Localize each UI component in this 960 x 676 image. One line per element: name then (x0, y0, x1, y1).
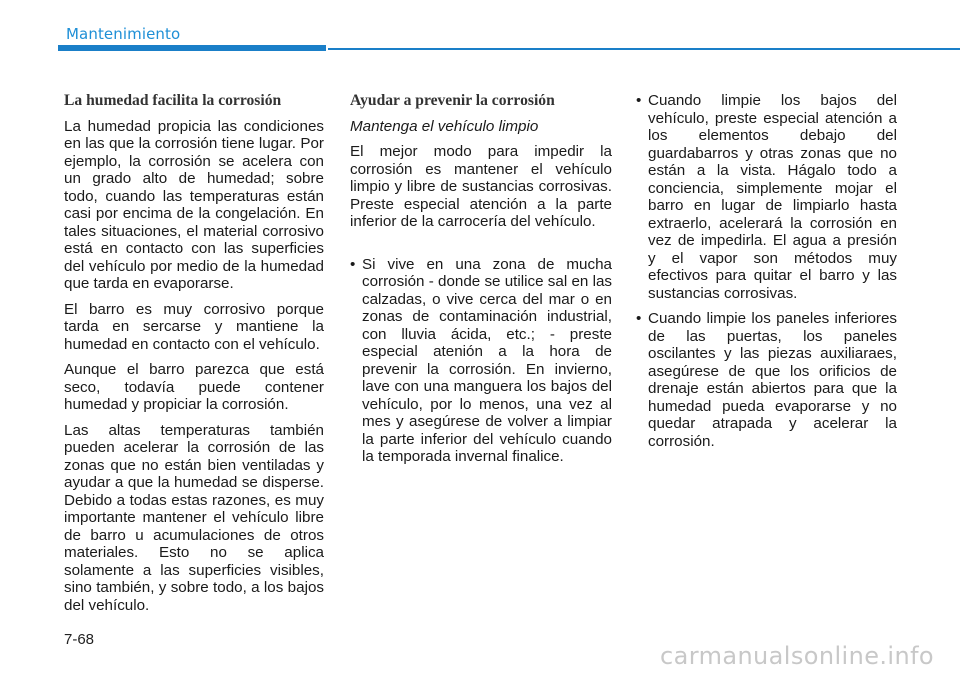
bullet-icon: • (350, 255, 356, 273)
bullet-icon: • (636, 310, 642, 327)
section-title: Mantenimiento (66, 25, 181, 43)
column-1 (64, 92, 324, 622)
subheading: Mantenga el vehículo limpio (350, 117, 539, 135)
bullet-text: Cuando limpie los bajos del vehículo, preste especial atención a los elementos debajo del guardabarros y otras zonas que no están a la vista. Hágalo todo a conciencia, simplemente mojar el barro en lugar de limpiarlo hasta extraerlo, acelerará la corrosión en vez de impedirla. El agua a presión y el vapor son métodos muy efectivos para quitar el barro y las sustancias corrosivas. (648, 92, 897, 302)
bullet-item (636, 310, 897, 450)
bullet-item (636, 92, 897, 302)
header-rule-thick (58, 45, 326, 51)
paragraph: El barro es muy corrosivo porque tarda en sercarse y mantiene la humedad en contacto con el vehículo. (64, 300, 324, 353)
paragraph: Aunque el barro parezca que está seco, todavía puede contener humedad y propiciar la corrosión. (64, 361, 324, 413)
heading-humedad: La humedad facilita la corrosión (64, 92, 282, 109)
heading-prevenir: Ayudar a prevenir la corrosión (350, 92, 555, 109)
paragraph: Las altas temperaturas también pueden acelerar la corrosión de las zonas que no están bien ventiladas y ayudar a que la humedad se disperse. Debido a todas estas razones, es muy importante mantener el vehículo libre de barro u acumulaciones de otros materiales. Esto no se aplica solamente a las superficies visibles, sino también, y sobre todo, a los bajos del vehículo. (64, 421, 324, 614)
bullet-icon: • (636, 92, 642, 109)
bullet-text: Cuando limpie los paneles inferiores de las puertas, los paneles oscilantes y las piezas auxiliaraes, asegúrese de que los orificios de drenaje están abiertos para que la humedad pueda evaporarse y no quedar atrapada y acelerar la corrosión. (648, 310, 897, 450)
paragraph: El mejor modo para impedir la corrosión es mantener el vehículo limpio y libre de sustancias corrosivas. Preste especial atención a la parte inferior de la carrocería del vehículo. (350, 143, 612, 230)
column-3 (636, 92, 897, 458)
bullet-item (350, 256, 612, 466)
bullet-text: Si vive en una zona de mucha corrosión - donde se utilice sal en las calzadas, o vive cerca del mar o en zonas de contaminación industrial, con lluvia ácida, etc.; - preste especial atenión a la hora de prevenir la corrosión. En invierno, lave con una manguera los bajos del vehículo, por lo menos, una vez al mes y asegúrese de volver a limpiar la parte inferior del vehículo cuando la temporada invernal finalice. (362, 255, 612, 465)
watermark: carmanualsonline.info (660, 642, 934, 670)
paragraph: La humedad propicia las condiciones en las que la corrosión tiene lugar. Por ejemplo, la corrosión se acelera con un grado alto de humedad; sobre todo, cuando las temperaturas están casi por encima de la congelación. En tales situaciones, el material corrosivo está en contacto con las superficies del vehículo por medio de la humedad que tarda en evaporarse. (64, 117, 324, 292)
page-number: 7-68 (64, 631, 95, 648)
header-rule-thin (328, 48, 960, 50)
column-2 (350, 92, 612, 474)
